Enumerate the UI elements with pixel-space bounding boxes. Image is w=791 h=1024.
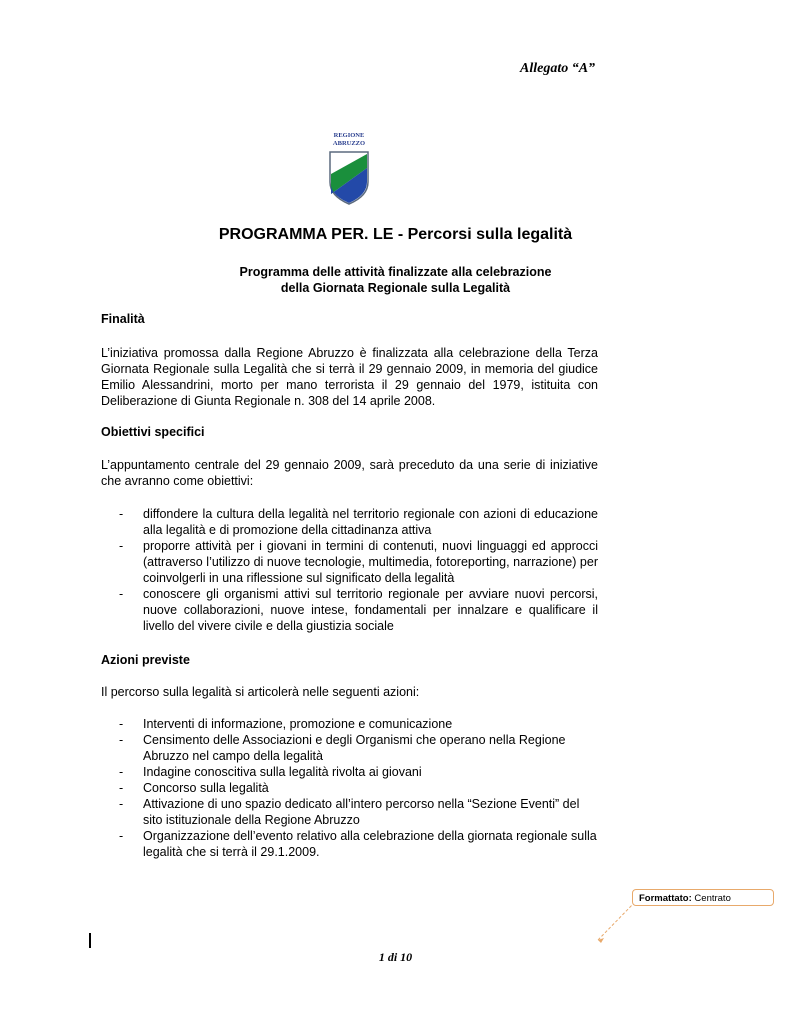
comment-label: Formattato: — [639, 893, 692, 904]
section-heading-obiettivi: Obiettivi specifici — [101, 425, 205, 439]
text-cursor — [89, 933, 91, 948]
list-bullet: - — [119, 717, 124, 731]
azioni-intro: Il percorso sulla legalità si articolerà nelle seguenti azioni: — [101, 685, 420, 699]
list-bullet: - — [119, 829, 124, 843]
list-item — [101, 506, 598, 538]
list-item — [101, 780, 598, 796]
list-item — [101, 716, 598, 732]
list-item — [101, 538, 598, 586]
list-bullet: - — [119, 587, 124, 601]
section-heading-azioni: Azioni previste — [101, 653, 190, 667]
page-title: PROGRAMMA PER. LE - Percorsi sulla legalità — [218, 226, 573, 243]
obiettivi-intro: L’appuntamento centrale del 29 gennaio 2009, sarà preceduto da una serie di iniziative che avranno come obiettivi: — [101, 458, 598, 488]
list-bullet: - — [119, 733, 124, 747]
regione-abruzzo-logo — [327, 130, 371, 206]
list-item-text: conoscere gli organismi attivi sul territorio regionale per avviare nuovi percorsi, nuove collaborazioni, nuove intese, fondamentali per innalzare e qualificare il livello del vivere civile e della giustizia sociale — [143, 587, 598, 633]
list-item-text: Censimento delle Associazioni e degli Organismi che operano nella Regione Abruzzo nel campo della legalità — [143, 733, 566, 763]
list-item — [101, 764, 598, 780]
list-item — [101, 796, 598, 828]
logo-text-line2: ABRUZZO — [332, 140, 366, 147]
section-heading-finalita: Finalità — [101, 312, 145, 326]
list-bullet: - — [119, 797, 124, 811]
subtitle-line2: della Giornata Regionale sulla Legalità — [280, 281, 511, 295]
page-number: 1 di 10 — [378, 950, 413, 964]
finalita-paragraph: L’iniziativa promossa dalla Regione Abruzzo è finalizzata alla celebrazione della Terza Giornata Regionale sulla Legalità che si terrà il 29 gennaio 2009, in memoria del giudice Emilio Alessandrini, morto per mano terrorista il 29 gennaio del 1979, istituita con Deliberazione di Giunta Regionale n. 308 del 14 aprile 2008. — [101, 346, 598, 408]
comment-connector-line — [590, 900, 640, 950]
subtitle-line1: Programma delle attività finalizzate alla celebrazione — [239, 265, 552, 279]
page-subtitle — [0, 264, 791, 296]
list-bullet: - — [119, 781, 124, 795]
list-item — [101, 828, 598, 860]
list-item — [101, 732, 598, 764]
obiettivi-list — [101, 506, 598, 634]
list-item-text: Interventi di informazione, promozione e comunicazione — [143, 717, 453, 731]
list-item-text: Attivazione di uno spazio dedicato all’intero percorso nella “Sezione Eventi” del sito istituzionale della Regione Abruzzo — [143, 797, 580, 827]
azioni-list — [101, 716, 598, 860]
list-bullet: - — [119, 765, 124, 779]
list-bullet: - — [119, 507, 124, 521]
list-item-text: Organizzazione dell’evento relativo alla celebrazione della giornata regionale sulla legalità che si terrà il 29.1.2009. — [143, 829, 597, 859]
annex-label: Allegato “A” — [520, 61, 596, 76]
format-change-comment[interactable] — [632, 889, 774, 906]
comment-value: Centrato — [694, 893, 731, 904]
list-item-text: diffondere la cultura della legalità nel territorio regionale con azioni di educazione alla legalità e di promozione della cittadinanza attiva — [143, 507, 598, 537]
list-item-text: proporre attività per i giovani in termini di contenuti, nuovi linguaggi ed approcci (attraverso l’utilizzo di nuove tecnologie, multimedia, fotoreporting, narrazione) per coinvolgerli in una riflessione sul significato della legalità — [143, 539, 598, 585]
list-bullet: - — [119, 539, 124, 553]
list-item-text: Indagine conoscitiva sulla legalità rivolta ai giovani — [143, 765, 422, 779]
logo-text-line1: REGIONE — [333, 132, 365, 139]
list-item — [101, 586, 598, 634]
list-item-text: Concorso sulla legalità — [143, 781, 269, 795]
